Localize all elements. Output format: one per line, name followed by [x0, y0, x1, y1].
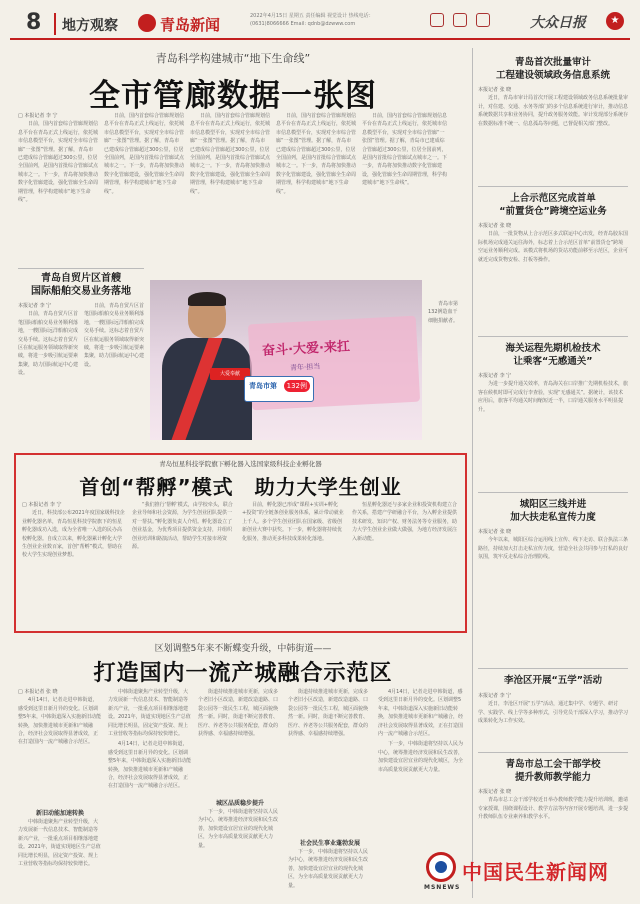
star-logo-icon: ★	[606, 12, 624, 30]
feature-article-box	[14, 453, 467, 633]
bottom-col1-text: 4月14日，记者走进中韩街道，感受到这里日新月异的变化。区划调整5年来，中韩街道深入实施新旧动能转换，加快推进城市更新和产城融合，经济社会发展取得显著成效，正在打造国内一流产城融合示范区。	[18, 697, 102, 746]
feature-column-4	[352, 501, 460, 629]
lead-kicker: 青岛科学构建城市“地下生命线”	[155, 52, 311, 65]
side1-text: 近日，青岛市审计局首次开展工程建设领域政务信息系统批量审计，对住建、交通、水务等部门的多个信息系统进行审计，推动信息系统数据共享和业务协同，提升政务服务效能。审计发现部分系统存在数据标准不统一、信息孤岛等问题，已督促相关部门整改。	[478, 95, 628, 127]
bottom-byline: □ 本报记者 张 晓	[18, 689, 58, 695]
feature-col3-text: 目前，孵化器已形成“课程+实训+孵化+投资”的全链条创业服务体系，累计带动就业上千人。多个学生创业团队在国家级、省级创新创业大赛中获奖。下一步，孵化器将持续优化服务，推动更多科技成果转化落地。	[242, 502, 344, 542]
header-qr-icons	[430, 12, 510, 32]
side4-text: 今年以来，城阳区综合运用线上宣传、线下走访、联合执法三条路径，持续加大打击走私宣传力度，营造全社会共同参与打私的良好氛围，筑牢反走私综合治理防线。	[478, 537, 628, 561]
side3-byline: 本报记者 李 宁	[478, 373, 512, 379]
side1-title-1: 青岛首次批量审计	[514, 57, 591, 68]
side-article-2-headline	[478, 192, 628, 218]
bottom-col2b-text: 4月14日，记者走进中韩街道，感受到这里日新月异的变化。区划调整5年来，中韩街道深入实施新旧动能转换，加快推进城市更新和产城融合，经济社会发展取得显著成效，正在打造国内一流产城融合示范区。	[108, 741, 192, 790]
left-article-headline	[18, 272, 144, 298]
bottom-column-3	[198, 688, 282, 800]
bottom-col3b-text: 下一步，中韩街道将坚持以人民为中心，统筹推进经济发展和民生改善，加快建设宜居宜业的现代化城区，为全市高质量发展贡献更大力量。	[198, 809, 279, 849]
left-article-body: 日前，青岛自贸片区首笔国际船舶交易业务顺利落地，一艘国际远洋船舶完成交易手续。这标志着自贸片区在航运服务领域取得新突破，将进一步吸引航运要素集聚，助力国际航运中心建设。	[18, 311, 78, 377]
photo-banner-subtext: 青年·担当	[289, 362, 321, 373]
feature-col4-text: 恒星孵化器还与多家企业和投资机构建立合作关系，搭建产学研融合平台，为入孵企业提供技术研发、知识产权、财务法务等专业服务，助力大学生创业企业做大做强，为地方经济发展注入新动能。	[352, 502, 458, 542]
bottom-col4-text: 街道持续推进城市更新，完成多个老旧小区改造，新建改造道路、口袋公园等一批民生工程，城区面貌焕然一新。同时，街道不断完善教育、医疗、养老等公共服务配套，群众的获得感、幸福感持续增强。	[288, 689, 369, 738]
feature-col2-text: “我们推行‘帮孵’模式，由学校牵头，联合企业导师和社会资源，为学生创业团队提供一对一帮扶。”孵化器负责人介绍。孵化器设立了创业基金，为优秀项目提供资金支持，并组织创业培训和路演活动，帮助学生对接市场资源。	[132, 502, 233, 551]
side-article-4-body	[478, 528, 628, 664]
bottom-subhead-2: 城区品质稳步提升	[215, 800, 264, 807]
feature-column-1	[22, 501, 126, 629]
side3-text: 为进一步提升通关效率，青岛海关在口岸推广先期机检技术，旅客在候机时即可完成行李查验，实现“无感通关”。据统计，该技术应用后，旅客平均通关时间缩短近一半，口岸通关服务水平明显提升。	[478, 381, 628, 413]
side-article-1-body	[478, 86, 628, 182]
bottom-column-4	[288, 688, 372, 838]
photo-badge-text: 青岛市第	[249, 382, 277, 390]
qr-code-icon	[453, 13, 467, 27]
side-article-4-headline	[478, 498, 628, 524]
article-photo	[150, 280, 422, 440]
side2-text: 日前，一批货物从上合示范区多式联运中心出发，经青岛胶东国际机场完成通关运往海外，标志着上合示范区首单“前置货仓”跨境空运业务顺利完成。该模式将机场的货站功能前移至示范区，企业可就近完成货物安检、打板等操作。	[478, 231, 628, 263]
side2-title-1: 上合示范区完成首单	[510, 193, 596, 204]
feature-headline: 首创“帮孵”模式 助力大学生创业	[79, 475, 402, 499]
side-article-5-headline: 李沧区开展“五学”活动	[504, 675, 602, 686]
side-article-5-body	[478, 692, 628, 748]
watermark-logo-text: MSNEWS	[424, 884, 461, 891]
bottom-kicker: 区划调整5年来不断蝶变升级，中韩街道——	[154, 644, 332, 654]
side4-title-1: 城阳区三线并进	[519, 499, 587, 510]
left-article-body-2: 日前，青岛自贸片区首笔国际船舶交易业务顺利落地，一艘国际远洋船舶完成交易手续。这标志着自贸片区在航运服务领域取得新突破，将进一步吸引航运要素集聚，助力国际航运中心建设。	[84, 303, 144, 368]
bottom-col2-text: 中韩街道聚焦产业转型升级，大力发展新一代信息技术、智能制造等新兴产业，一批重点项目相继落地建设。2021年，街道实现地区生产总值同比增长明显，固定资产投资、规上工业营收等指标均保持较快增长。	[108, 689, 191, 738]
msnews-logo-icon	[426, 852, 456, 882]
side3-title-1: 海关运程先期机检技术	[505, 343, 601, 354]
side6-byline: 本报记者 张 晓	[478, 789, 512, 795]
newspaper-masthead: 大众日报	[530, 15, 586, 31]
header-meta: 2022年4月15日 星期五 责任编辑 视觉设计 热线电话：(0631)8066666 Email: qdnb@dzwww.com	[250, 13, 374, 27]
side-article-6-body	[478, 788, 628, 846]
lead-column-4	[276, 112, 356, 272]
bottom-subhead-1: 新旧动能加速转换	[35, 810, 84, 817]
page-number: 8	[26, 10, 42, 35]
bottom-col5-text: 4月14日，记者走进中韩街道，感受到这里日新月异的变化。区划调整5年来，中韩街道深入实施新旧动能转换，加快推进城市更新和产城融合，经济社会发展取得显著成效，正在打造国内一流产城融合示范区。	[378, 689, 464, 738]
side-article-3-headline	[478, 342, 628, 368]
bottom-col1b-text: 中韩街道聚焦产业转型升级，大力发展新一代信息技术、智能制造等新兴产业，一批重点项目相继落地建设。2021年，街道实现地区生产总值同比增长明显，固定资产投资、规上工业营收等指标均保持较快增长。	[18, 819, 101, 868]
divider	[478, 668, 628, 669]
lead-column-2	[104, 112, 184, 272]
bottom-column-1	[18, 688, 102, 808]
brand-name: 青岛新闻	[160, 16, 221, 34]
header-divider	[54, 13, 56, 35]
side3-title-2: 让乘客“无感通关”	[513, 356, 593, 367]
lead-column-1	[18, 112, 98, 264]
bottom-column-5	[378, 688, 466, 848]
side-article-1-headline	[478, 56, 628, 82]
side-article-2-body	[478, 222, 628, 322]
bottom-column-4b	[288, 848, 372, 898]
section-name: 地方观察	[62, 18, 118, 34]
left-article-byline: 本报记者 李 宁	[18, 303, 52, 309]
feature-column-2	[132, 501, 236, 629]
feature-column-3	[242, 501, 346, 629]
photo-badge	[244, 376, 314, 402]
person-figure	[162, 294, 252, 440]
side5-text: 近日，李沧区开展“五学”活动，通过集中学、专题学、研讨学、实践学、线上学等多种形式，引导党员干部深入学习，推动学习成果转化为工作实效。	[478, 701, 628, 725]
side6-title-1: 青岛市总工会干部学校	[505, 759, 601, 770]
lead-body: 日前，国内首套综合管廊规划信息平台在青岛正式上线运行，依托城市信息模型平台，实现对全市综合管廊“一张图”管理。据了解，青岛市已建成综合管廊超过300公里，位居全国前列，是国内首批综合管廊试点城市之一。下一步，青岛将加快推动数字化管廊建设，强化管廊全生命周期管理，科学构建城市“地下生命线”。	[18, 121, 98, 204]
bottom-col3-text: 街道持续推进城市更新，完成多个老旧小区改造，新建改造道路、口袋公园等一批民生工程，城区面貌焕然一新。同时，街道不断完善教育、医疗、养老等公共服务配套，群众的获得感、幸福感持续增强。	[198, 689, 279, 738]
lead-body-4: 日前，国内首套综合管廊规划信息平台在青岛正式上线运行，依托城市信息模型平台，实现对全市综合管廊“一张图”管理。据了解，青岛市已建成综合管廊超过300公里，位居全国前列，是国内首批综合管廊试点城市之一。下一步，青岛将加快推动数字化管廊建设，强化管廊全生命周期管理，科学构建城市“地下生命线”。	[276, 113, 356, 195]
side2-title-2: “前置货仓”跨境空运业务	[499, 206, 607, 217]
lead-body-3: 日前，国内首套综合管廊规划信息平台在青岛正式上线运行，依托城市信息模型平台，实现对全市综合管廊“一张图”管理。据了解，青岛市已建成综合管廊超过300公里，位居全国前列，是国内首批综合管廊试点城市之一。下一步，青岛将加快推动数字化管廊建设，强化管廊全生命周期管理，科学构建城市“地下生命线”。	[190, 113, 270, 195]
bottom-column-1b	[18, 818, 102, 898]
side4-byline: 本报记者 张 晓	[478, 529, 512, 535]
photo-caption	[428, 300, 462, 430]
divider	[18, 268, 144, 269]
qr-code-icon	[476, 13, 490, 27]
photo-tag: 大爱奉献	[210, 368, 250, 380]
lead-body-2: 日前，国内首套综合管廊规划信息平台在青岛正式上线运行，依托城市信息模型平台，实现对全市综合管廊“一张图”管理。据了解，青岛市已建成综合管廊超过300公里，位居全国前列，是国内首批综合管廊试点城市之一。下一步，青岛将加快推动数字化管廊建设，强化管廊全生命周期管理，科学构建城市“地下生命线”。	[104, 113, 184, 195]
brand-logo-icon	[138, 14, 156, 32]
lead-headline: 全市管廊数据一张图	[89, 78, 377, 114]
divider	[478, 186, 628, 187]
left-article-title-1: 青岛自贸片区首艘	[41, 273, 121, 284]
side2-byline: 本报记者 张 晓	[478, 223, 512, 229]
side1-byline: 本报记者 张 晓	[478, 87, 512, 93]
side6-text: 青岛市总工会干部学校近日举办教师教学能力提升培训班，邀请专家授课，围绕课程设计、教学方法等内容开展专题培训，进一步提升教师队伍专业素养和教学水平。	[478, 797, 628, 821]
photo-banner-text: 奋斗·大爱·来扛	[261, 339, 351, 359]
left-article-column-1	[18, 302, 78, 442]
photo-caption-text: 青岛市第132例造血干细胞捐献者。	[428, 301, 459, 324]
divider	[478, 752, 628, 753]
lead-column-3	[190, 112, 270, 272]
feature-col1-text: 近日，科技部公布2021年度国家级科技企业孵化器名单，青岛恒星科技学院旗下的恒星孵化器成功入选，成为全省唯一入选的民办高校孵化器。自成立以来，孵化器累计孵化大学生创业企业数百家，首创“帮孵”模式，帮助在校大学生实现创业梦想。	[22, 510, 125, 559]
side6-title-2: 提升教师教学能力	[514, 772, 591, 783]
bottom-subhead-3: 社会民生事业蓬勃发展	[299, 840, 360, 847]
side5-byline: 本报记者 李 宁	[478, 693, 512, 699]
watermark-text: 中国民生新闻网	[462, 860, 609, 884]
photo-badge-number: 132例	[284, 380, 310, 392]
column-divider	[472, 48, 473, 898]
lead-column-5	[362, 112, 448, 272]
lead-byline: □ 本报记者 李 宁	[18, 113, 58, 119]
left-article-title-2: 国际船舶交易业务落地	[31, 286, 131, 297]
side-article-6-headline	[478, 758, 628, 784]
bottom-headline: 打造国内一流产城融合示范区	[93, 661, 393, 686]
bottom-col5b-text: 下一步，中韩街道将坚持以人民为中心，统筹推进经济发展和民生改善，加快建设宜居宜业的现代化城区，为全市高质量发展贡献更大力量。	[378, 741, 464, 773]
side-article-3-body	[478, 372, 628, 484]
side1-title-2: 工程建设领域政务信息系统	[495, 70, 610, 81]
bottom-column-3b	[198, 808, 282, 898]
page-header	[10, 8, 630, 40]
feature-kicker: 青岛恒星科技学院旗下孵化器入选国家级科技企业孵化器	[159, 460, 322, 468]
bottom-column-2	[108, 688, 192, 898]
lead-body-5: 日前，国内首套综合管廊规划信息平台在青岛正式上线运行，依托城市信息模型平台，实现对全市综合管廊“一张图”管理。据了解，青岛市已建成综合管廊超过300公里，位居全国前列，是国内首批综合管廊试点城市之一。下一步，青岛将加快推动数字化管廊建设，强化管廊全生命周期管理，科学构建城市“地下生命线”。	[362, 113, 448, 187]
feature-byline: □ 本报记者 李 宁	[22, 502, 62, 508]
left-article-column-2	[84, 302, 144, 442]
divider	[478, 336, 628, 337]
qr-code-icon	[430, 13, 444, 27]
bottom-col4b-text: 下一步，中韩街道将坚持以人民为中心，统筹推进经济发展和民生改善，加快建设宜居宜业的现代化城区，为全市高质量发展贡献更大力量。	[288, 849, 369, 889]
divider	[478, 492, 628, 493]
side4-title-2: 加大扶走私宣传力度	[510, 512, 596, 523]
